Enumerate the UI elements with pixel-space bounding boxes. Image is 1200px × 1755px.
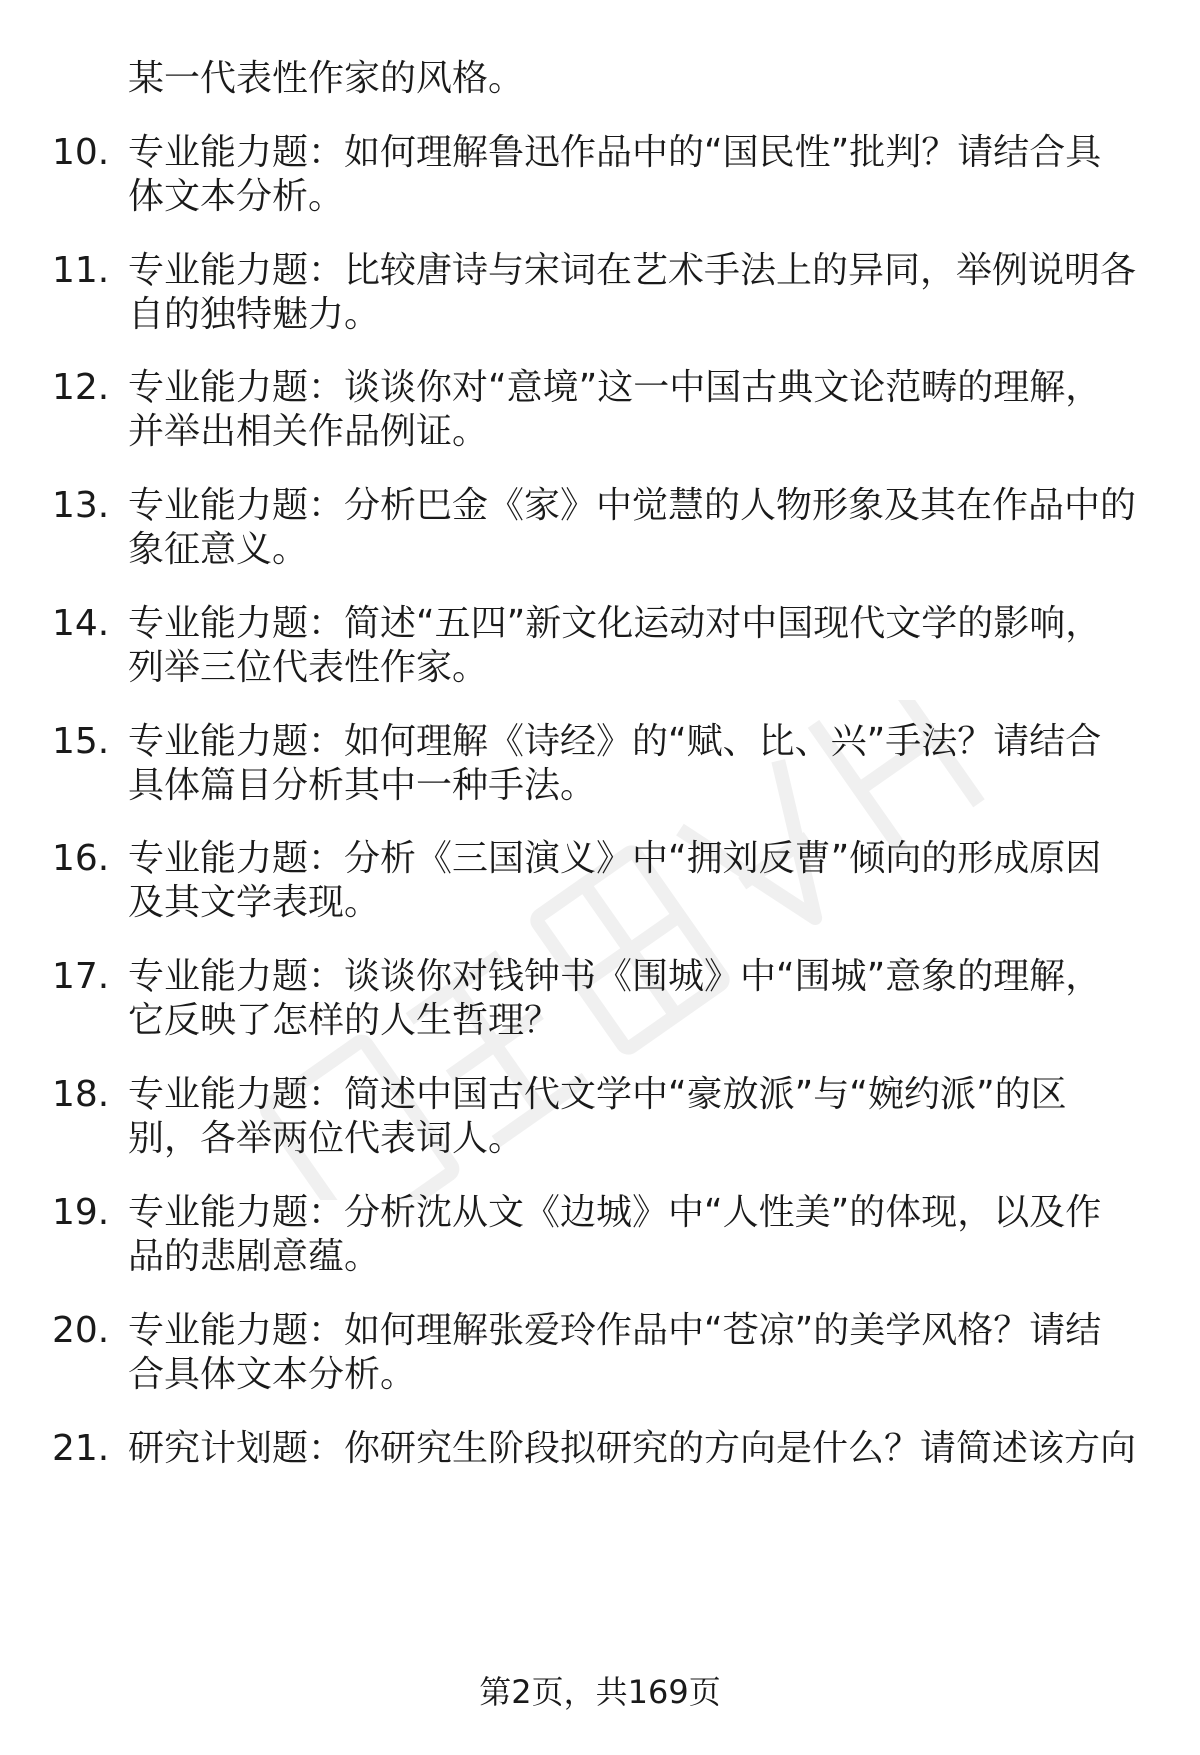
question-number: 13. xyxy=(52,485,110,526)
question-text-line: 专业能力题：比较唐诗与宋词在艺术手法上的异同，举例说明各 xyxy=(128,250,1137,291)
question-text-line: 体文本分析。 xyxy=(128,176,345,217)
question-number: 20. xyxy=(52,1310,110,1351)
question-text-line: 列举三位代表性作家。 xyxy=(128,647,489,688)
question-number: 21. xyxy=(52,1428,110,1469)
question-text-line: 专业能力题：简述中国古代文学中“豪放派”与“婉约派”的区 xyxy=(128,1074,1067,1115)
question-text-line: 专业能力题：分析巴金《家》中觉慧的人物形象及其在作品中的 xyxy=(128,485,1137,526)
question-number: 14. xyxy=(52,603,110,644)
question-number: 19. xyxy=(52,1192,110,1233)
question-number: 12. xyxy=(52,367,110,408)
question-text-line: 专业能力题：如何理解《诗经》的“赋、比、兴”手法？请结合 xyxy=(128,721,1102,762)
question-text-line: 自的独特魅力。 xyxy=(128,294,381,335)
question-number: 15. xyxy=(52,721,110,762)
question-text-line: 专业能力题：如何理解张爱玲作品中“苍凉”的美学风格？请结 xyxy=(128,1310,1102,1351)
question-text-line: 专业能力题：谈谈你对“意境”这一中国古典文论范畴的理解， xyxy=(128,367,1102,408)
question-text-line: 研究计划题：你研究生阶段拟研究的方向是什么？请简述该方向 xyxy=(128,1428,1137,1469)
question-text-line: 及其文学表现。 xyxy=(128,882,381,923)
question-number: 16. xyxy=(52,838,110,879)
question-text-line: 它反映了怎样的人生哲理？ xyxy=(128,1000,561,1041)
question-text-line: 象征意义。 xyxy=(128,529,309,570)
page-footer: 第2页，共169页 xyxy=(479,1673,721,1711)
question-text-line: 并举出相关作品例证。 xyxy=(128,411,489,452)
question-number: 18. xyxy=(52,1074,110,1115)
question-text-line: 合具体文本分析。 xyxy=(128,1354,417,1395)
question-number: 10. xyxy=(52,132,110,173)
continuation-line: 某一代表性作家的风格。 xyxy=(128,58,525,99)
question-number: 17. xyxy=(52,956,110,997)
question-text-line: 别，各举两位代表词人。 xyxy=(128,1118,525,1159)
question-text-line: 专业能力题：分析《三国演义》中“拥刘反曹”倾向的形成原因 xyxy=(128,838,1102,879)
question-text-line: 专业能力题：分析沈从文《边城》中“人性美”的体现，以及作 xyxy=(128,1192,1102,1233)
question-text-line: 具体篇目分析其中一种手法。 xyxy=(128,765,597,806)
question-text-line: 专业能力题：谈谈你对钱钟书《围城》中“围城”意象的理解， xyxy=(128,956,1102,997)
question-text-line: 专业能力题：如何理解鲁迅作品中的“国民性”批判？请结合具 xyxy=(128,132,1102,173)
question-number: 11. xyxy=(52,250,110,291)
question-text-line: 品的悲剧意蕴。 xyxy=(128,1236,381,1277)
question-text-line: 专业能力题：简述“五四”新文化运动对中国现代文学的影响， xyxy=(128,603,1102,644)
